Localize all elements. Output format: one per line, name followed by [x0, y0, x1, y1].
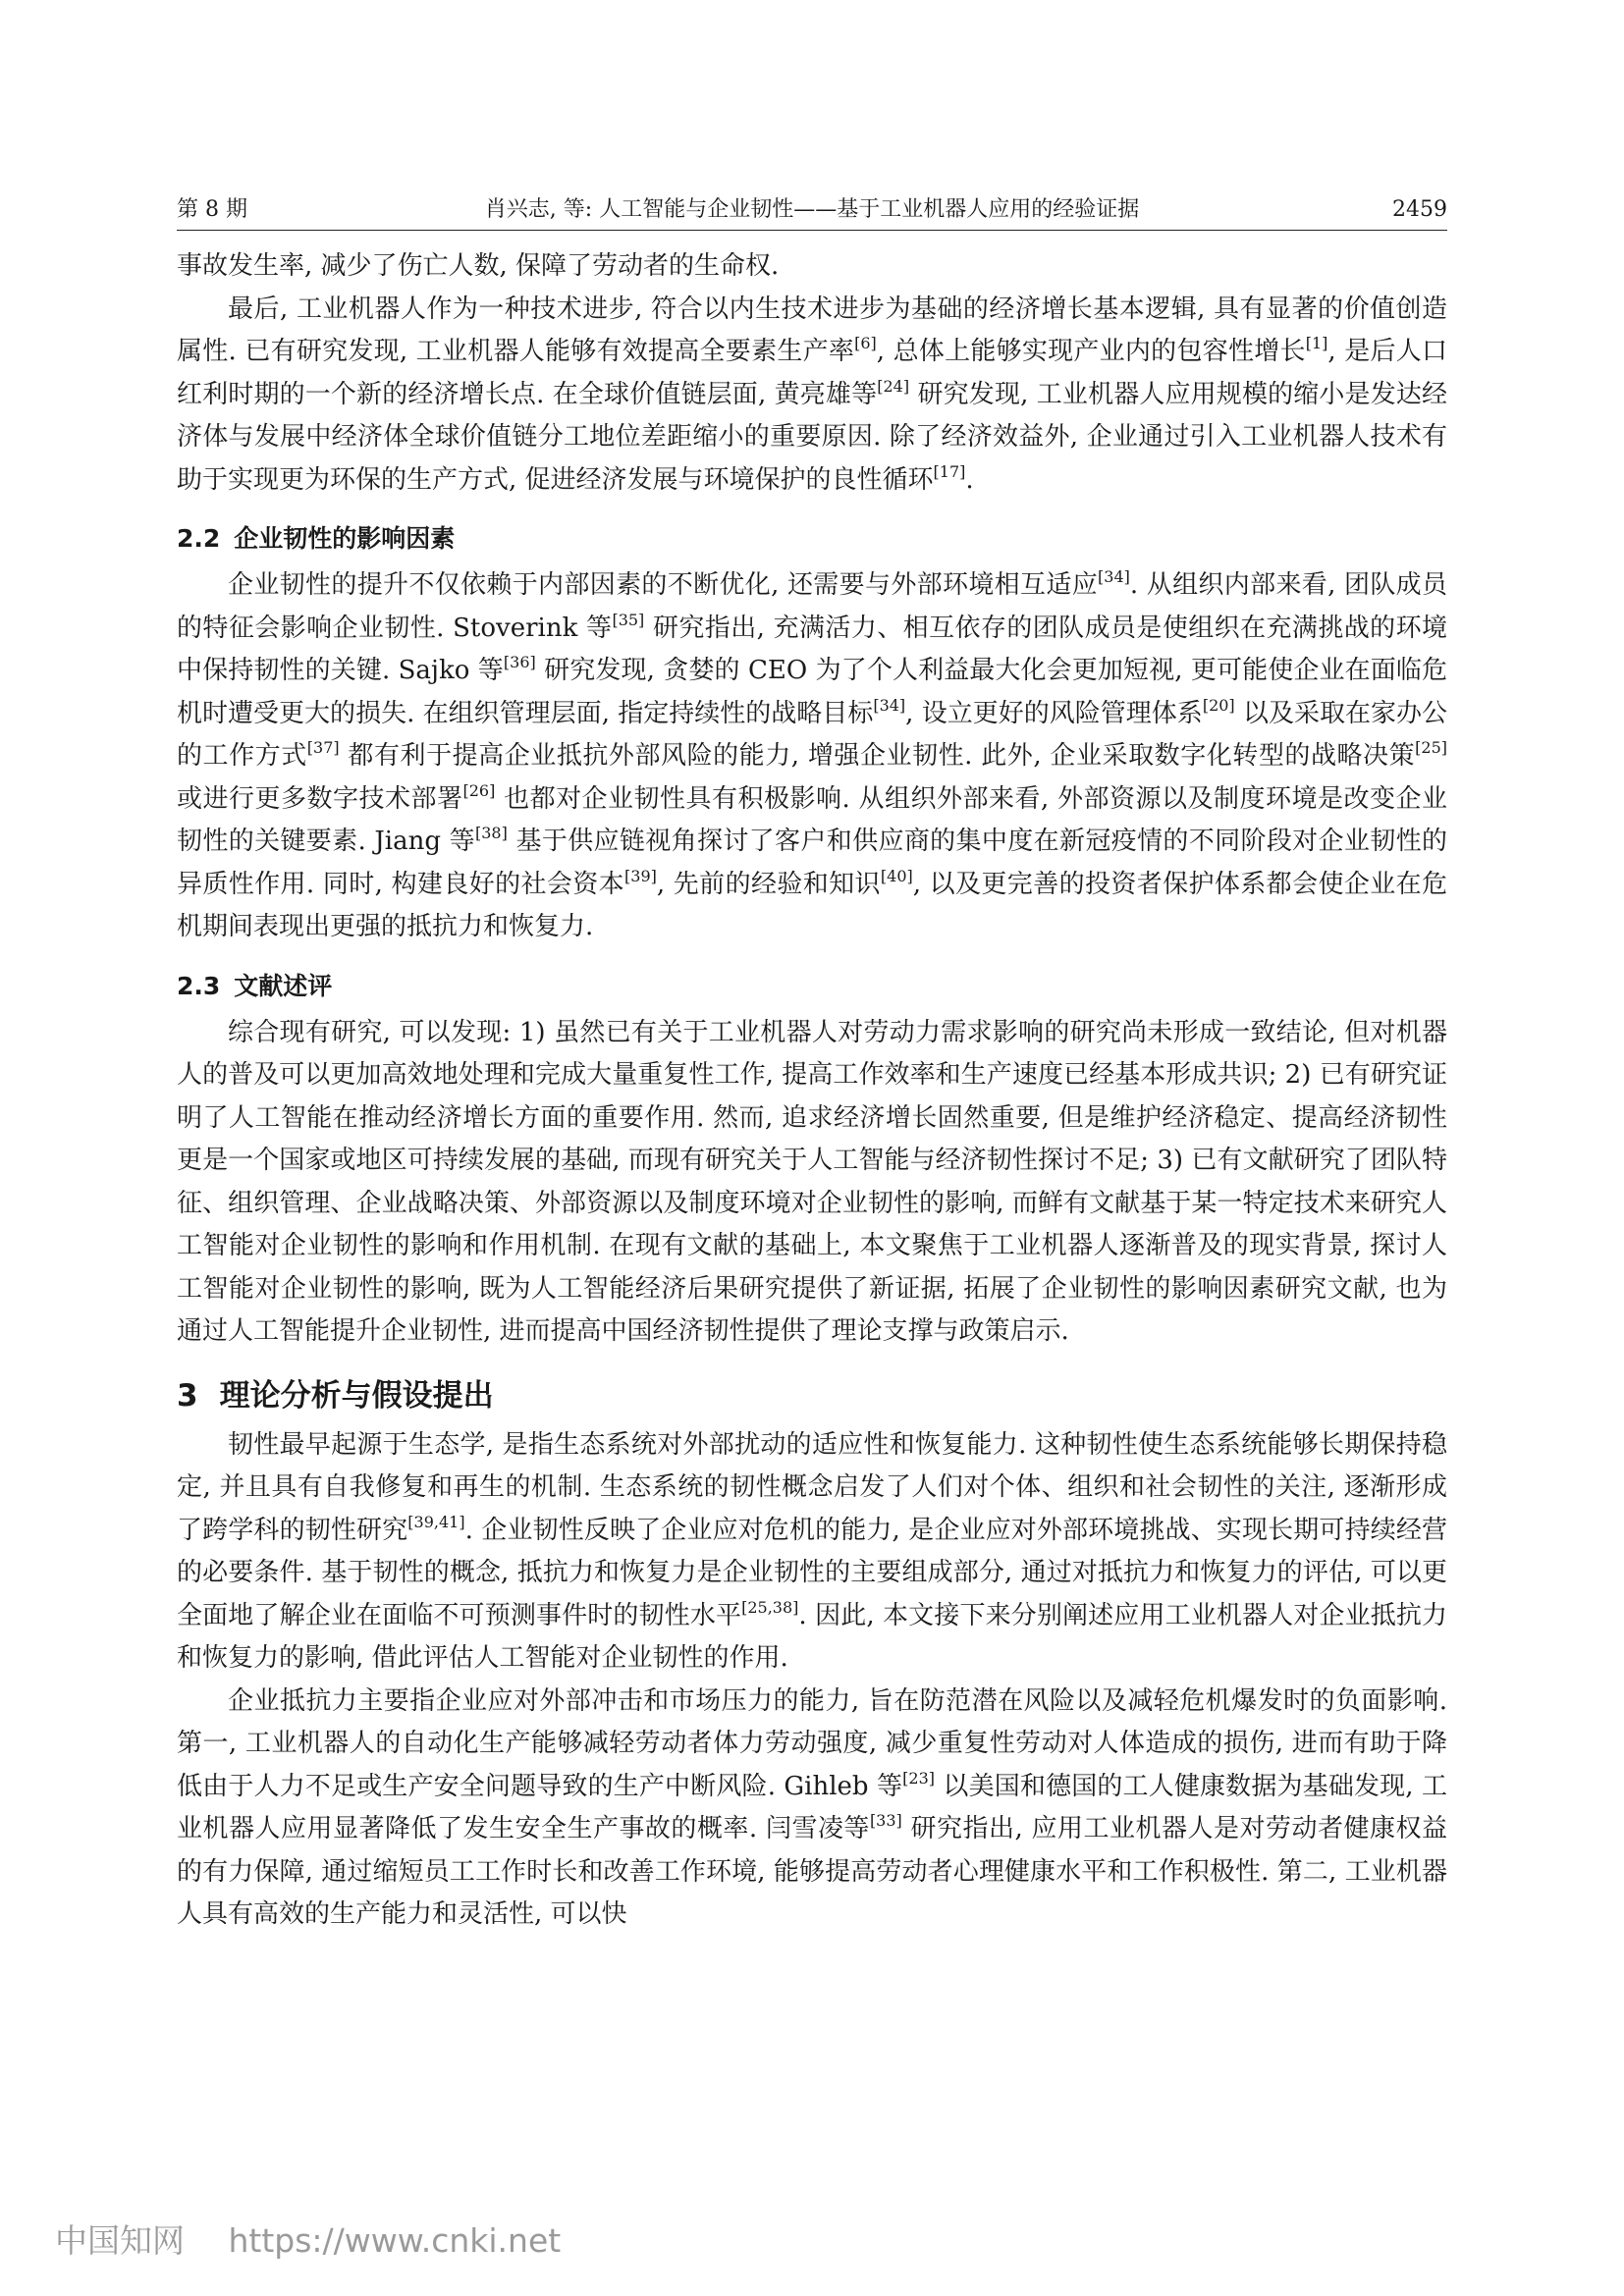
citation: [35]	[612, 610, 645, 629]
citation: [34]	[873, 695, 906, 715]
citation: [33]	[869, 1811, 902, 1830]
section-heading-2-2: 2.2 企业韧性的影响因素	[177, 524, 456, 553]
paragraph-continued: 事故发生率, 减少了伤亡人数, 保障了劳动者的生命权.	[177, 251, 780, 281]
citation: [20]	[1202, 695, 1235, 715]
paragraph-resilience-origin: 韧性最早起源于生态学, 是指生态系统对外部扰动的适应性和恢复能力. 这种韧性使生态系统能够长期保持稳定, 并且具有自我修复和再生的机制. 生态系统的韧性概念启发了人们对个体、组织和社会韧性的关注, 逐渐形成了跨学科的韧性研究[39,41]. 企业韧性反映了企业应对危机的能力, 是企业应对外部环境挑战、实现长期可持续经营的必要条件. 基于韧性的概念, 抵抗力和恢复力是企业韧性的主要组成部分, 通过对抵抗力和恢复力的评估, 可以更全面地了解企业在面临不可预测事件时的韧性水平[25,38]. 因此, 本文接下来分别阐述应用工业机器人对企业抵抗力和恢复力的影响, 借此评估人工智能对企业韧性的作用.	[177, 1429, 1447, 1673]
citation: [39]	[624, 866, 657, 885]
citation: [34]	[1098, 567, 1130, 586]
chapter-heading-3: 3 理论分析与假设提出	[177, 1377, 494, 1414]
citation: [17]	[933, 461, 966, 481]
running-title: 肖兴志, 等: 人工智能与企业韧性——基于工业机器人应用的经验证据	[484, 197, 1140, 222]
citation: [1]	[1305, 334, 1328, 352]
paragraph-literature-review: 综合现有研究, 可以发现: 1) 虽然已有关于工业机器人对劳动力需求影响的研究尚未形成一致结论, 但对机器人的普及可以更加高效地处理和完成大量重复性工作, 提高工作效率和生产速度已经基本形成共识; 2) 已有研究证明了人工智能在推动经济增长方面的重要作用. 然而, 追求经济增长固然重要, 但是维护经济稳定、提高经济韧性更是一个国家或地区可持续发展的基础, 而现有研究关于人工智能与经济韧性探讨不足; 3) 已有文献研究了团队特征、组织管理、企业战略决策、外部资源以及制度环境对企业韧性的影响, 而鲜有文献基于某一特定技术来研究人工智能对企业韧性的影响和作用机制. 在现有文献的基础上, 本文聚焦于工业机器人逐渐普及的现实背景, 探讨人工智能对企业韧性的影响, 既为人工智能经济后果研究提供了新证据, 拓展了企业韧性的影响因素研究文献, 也为通过人工智能提升企业韧性, 进而提高中国经济韧性提供了理论支撑与政策启示.	[177, 1017, 1447, 1346]
citation: [6]	[854, 334, 877, 352]
citation: [39,41]	[407, 1512, 465, 1531]
citation: [38]	[475, 824, 508, 842]
citation: [37]	[306, 738, 340, 757]
citation: [25,38]	[741, 1597, 799, 1617]
page-number: 2459	[1392, 197, 1447, 222]
citation: [40]	[880, 866, 913, 885]
page-body	[177, 245, 1447, 1937]
paragraph-value-creation: 最后, 工业机器人作为一种技术进步, 符合以内生技术进步为基础的经济增长基本逻辑, 具有显著的价值创造属性. 已有研究发现, 工业机器人能够有效提高全要素生产率[6], 总体上能够实现产业内的包容性增长[1], 是后人口红利时期的一个新的经济增长点. 在全球价值链层面, 黄亮雄等[24] 研究发现, 工业机器人应用规模的缩小是发达经济体与发展中经济体全球价值链分工地位差距缩小的重要原因. 除了经济效益外, 企业通过引入工业机器人技术有助于实现更为环保的生产方式, 促进经济发展与环境保护的良性循环[17].	[177, 294, 1448, 495]
citation: [24]	[877, 376, 910, 396]
section-heading-2-3: 2.3 文献述评	[177, 971, 333, 1000]
citation: [25]	[1415, 738, 1447, 757]
paragraph-resilience-factors: 企业韧性的提升不仅依赖于内部因素的不断优化, 还需要与外部环境相互适应[34]. 从组织内部来看, 团队成员的特征会影响企业韧性. Stoverink 等[35] 研究指出, 充满活力、相互依存的团队成员是使组织在充满挑战的环境中保持韧性的关键. Sajko 等[36] 研究发现, 贪婪的 CEO 为了个人利益最大化会更加短视, 更可能使企业在面临危机时遭受更大的损失. 在组织管理层面, 指定持续性的战略目标[34], 设立更好的风险管理体系[20] 以及采取在家办公的工作方式[37] 都有利于提高企业抵抗外部风险的能力, 增强企业韧性. 此外, 企业采取数字化转型的战略决策[25] 或进行更多数字技术部署[26] 也都对企业韧性具有积极影响. 从组织外部来看, 外部资源以及制度环境是改变企业韧性的关键要素. Jiang 等[38] 基于供应链视角探讨了客户和供应商的集中度在新冠疫情的不同阶段对企业韧性的异质性作用. 同时, 构建良好的社会资本[39], 先前的经验和知识[40], 以及更完善的投资者保护体系都会使企业在危机期间表现出更强的抵抗力和恢复力.	[177, 567, 1448, 941]
citation: [26]	[462, 780, 496, 800]
cnki-url[interactable]: https://www.cnki.net	[228, 2221, 562, 2260]
cnki-site-name: 中国知网	[55, 2221, 185, 2260]
running-header	[177, 194, 1447, 231]
citation: [36]	[503, 653, 536, 671]
issue-number: 第 8 期	[177, 197, 247, 222]
citation: [23]	[902, 1768, 935, 1788]
watermark-footer	[55, 2221, 561, 2261]
paragraph-resistance: 企业抵抗力主要指企业应对外部冲击和市场压力的能力, 旨在防范潜在风险以及减轻危机爆发时的负面影响. 第一, 工业机器人的自动化生产能够减轻劳动者体力劳动强度, 减少重复性劳动对人体造成的损伤, 进而有助于降低由于人力不足或生产安全问题导致的生产中断风险. Gihleb 等[23] 以美国和德国的工人健康数据为基础发现, 工业机器人应用显著降低了发生安全生产事故的概率. 闫雪凌等[33] 研究指出, 应用工业机器人是对劳动者健康权益的有力保障, 通过缩短员工工作时长和改善工作环境, 能够提高劳动者心理健康水平和工作积极性. 第二, 工业机器人具有高效的生产能力和灵活性, 可以快	[177, 1685, 1448, 1929]
